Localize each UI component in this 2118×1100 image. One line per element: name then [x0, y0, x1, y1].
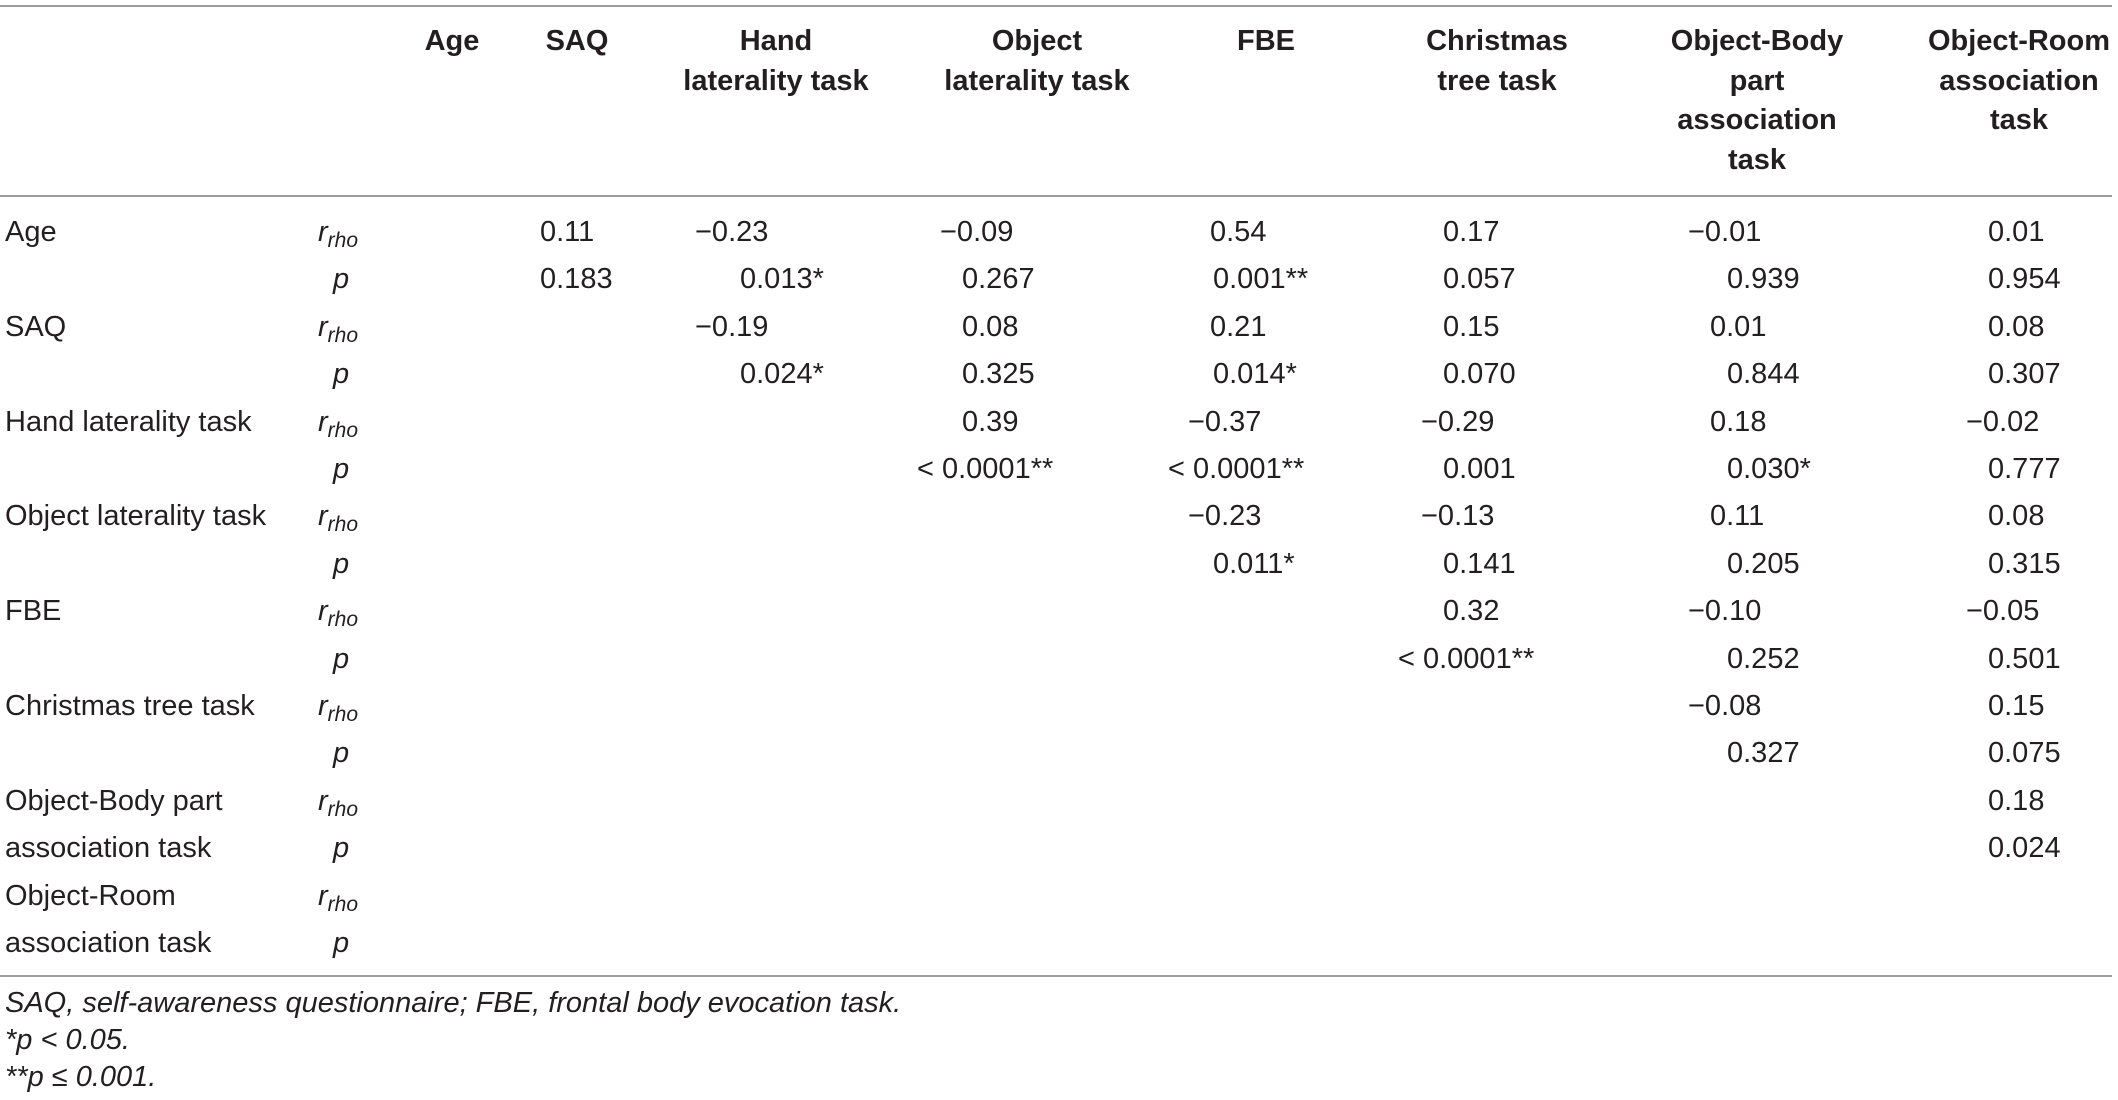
stat-label-rrho	[318, 876, 358, 925]
bottom-rule	[0, 975, 2112, 977]
stat-subscript-rho: rho	[327, 513, 359, 537]
cell-rho: −0.13	[1421, 500, 1495, 533]
header-object-line1: Object	[991, 25, 1083, 57]
stat-label-p: p	[333, 927, 350, 959]
cell-rho: 0.15	[1443, 310, 1500, 343]
header-objroom-line3: task	[1989, 104, 2049, 136]
stat-label-p: p	[333, 547, 350, 580]
row-label: FBE	[5, 595, 62, 628]
stat-label-p: p	[333, 358, 350, 391]
cell-p-value: 0.014*	[1213, 358, 1297, 391]
stat-label-rrho	[318, 781, 358, 830]
stat-label-p: p	[333, 453, 350, 485]
cell-rho: −0.37	[1188, 405, 1262, 438]
cell-rho: 0.18	[1710, 405, 1767, 438]
stat-label-rrho	[318, 402, 358, 451]
stat-symbol-r: r	[318, 216, 328, 248]
header-object-room	[1928, 22, 2110, 141]
header-objbody-line2: part	[1729, 64, 1785, 97]
cell-p-value: 0.070	[1443, 358, 1516, 391]
stat-label-p: p	[333, 642, 350, 675]
cell-rho: 0.54	[1210, 216, 1267, 248]
cell-p-value: 0.315	[1988, 547, 2061, 580]
cell-p-value: 0.024	[1988, 832, 2061, 865]
cell-p-value: 0.777	[1988, 453, 2061, 485]
cell-rho: 0.01	[1988, 216, 2045, 248]
stat-subscript-rho: rho	[327, 418, 359, 442]
stat-symbol-r: r	[318, 310, 328, 343]
cell-p-value: 0.075	[1988, 737, 2061, 770]
stat-symbol-r: r	[318, 405, 328, 438]
cell-p-value: 0.252	[1727, 642, 1800, 675]
stat-subscript-rho: rho	[327, 703, 359, 726]
header-objroom-line2: association	[1939, 64, 2099, 97]
cell-p-value: 0.183	[540, 263, 613, 296]
stat-subscript-rho: rho	[327, 797, 359, 821]
cell-rho: −0.09	[940, 216, 1014, 248]
cell-p-value: 0.844	[1727, 358, 1800, 391]
footnote-significance-1: *p < 0.05.	[5, 1024, 130, 1056]
stat-symbol-r: r	[318, 690, 328, 722]
header-objroom-line1: Object-Room	[1927, 25, 2111, 57]
cell-rho: 0.15	[1988, 690, 2045, 722]
cell-p-value: 0.030*	[1727, 453, 1811, 485]
header-objbody-line3: association	[1677, 104, 1837, 136]
cell-rho: −0.23	[1188, 500, 1262, 533]
cell-rho: 0.18	[1988, 784, 2045, 817]
stat-label-rrho	[318, 591, 358, 640]
stat-label-rrho	[318, 212, 358, 261]
top-rule	[0, 5, 2112, 7]
header-objbody-line1: Object-Body	[1670, 25, 1844, 57]
row-label: Hand laterality task	[5, 405, 252, 438]
stat-label-p: p	[333, 737, 350, 770]
cell-rho: −0.23	[695, 216, 769, 248]
cell-p-value: 0.325	[962, 358, 1035, 391]
cell-rho: 0.08	[1988, 310, 2045, 343]
row-label: SAQ	[5, 310, 67, 343]
stat-subscript-rho: rho	[327, 892, 359, 916]
cell-p-value: 0.001	[1443, 453, 1516, 485]
header-hand-laterality	[683, 22, 868, 101]
stat-subscript-rho: rho	[327, 323, 359, 347]
header-saq: SAQ	[545, 25, 609, 57]
header-hand-line1: Hand	[739, 25, 813, 57]
header-rule	[0, 195, 2112, 197]
cell-rho: −0.02	[1966, 405, 2040, 438]
table-footnotes	[5, 985, 901, 1096]
row-label: Object laterality task	[5, 500, 267, 533]
header-christmas-line2: tree task	[1437, 64, 1557, 97]
cell-rho: 0.32	[1443, 595, 1500, 628]
stat-symbol-r: r	[318, 595, 328, 628]
header-object-body	[1671, 22, 1843, 180]
cell-rho: −0.19	[695, 310, 769, 343]
cell-p-value: < 0.0001**	[1168, 453, 1305, 485]
row-label: Age	[5, 216, 57, 248]
cell-rho: 0.08	[1988, 500, 2045, 533]
stat-symbol-r: r	[318, 784, 328, 817]
header-fbe: FBE	[1237, 25, 1295, 57]
cell-rho: 0.11	[540, 216, 595, 248]
cell-p-value: 0.024*	[740, 358, 824, 391]
cell-p-value: 0.939	[1727, 263, 1800, 296]
stat-symbol-r: r	[318, 879, 328, 912]
cell-rho: 0.21	[1210, 310, 1267, 343]
cell-p-value: 0.327	[1727, 737, 1800, 770]
cell-p-value: 0.011*	[1213, 547, 1295, 580]
cell-rho: 0.11	[1710, 500, 1765, 533]
cell-p-value: < 0.0001**	[917, 453, 1054, 485]
stat-subscript-rho: rho	[327, 608, 359, 632]
cell-p-value: 0.205	[1727, 547, 1800, 580]
stat-symbol-r: r	[318, 500, 328, 533]
footnote-significance-2: **p ≤ 0.001.	[5, 1061, 157, 1093]
cell-p-value: 0.307	[1988, 358, 2061, 391]
cell-rho: −0.01	[1688, 216, 1762, 248]
stat-label-rrho	[318, 496, 358, 545]
cell-rho: 0.01	[1710, 310, 1767, 343]
cell-p-value: 0.501	[1988, 642, 2061, 675]
row-label-continued: association task	[5, 832, 212, 865]
header-object-laterality	[944, 22, 1129, 101]
stat-label-rrho	[318, 307, 358, 356]
row-label: Christmas tree task	[5, 690, 255, 722]
stat-subscript-rho: rho	[327, 229, 359, 252]
footnote-abbreviations: SAQ, self-awareness questionnaire; FBE, frontal body evocation task.	[5, 987, 902, 1019]
cell-p-value: 0.267	[962, 263, 1035, 296]
cell-p-value: 0.013*	[740, 263, 824, 296]
cell-rho: −0.29	[1421, 405, 1495, 438]
stat-label-p: p	[333, 832, 350, 865]
header-christmas-line1: Christmas	[1426, 25, 1568, 57]
cell-rho: 0.17	[1443, 216, 1500, 248]
cell-rho: −0.10	[1688, 595, 1762, 628]
cell-rho: 0.08	[962, 310, 1019, 343]
stat-label-p: p	[333, 263, 350, 296]
stat-label-rrho	[318, 686, 358, 735]
header-age: Age	[424, 25, 480, 57]
row-label: Object-Body part	[5, 784, 223, 817]
cell-p-value: 0.001**	[1213, 263, 1309, 296]
cell-p-value: 0.954	[1988, 263, 2061, 296]
header-hand-line2: laterality task	[683, 64, 869, 97]
cell-rho: 0.39	[962, 405, 1019, 438]
header-christmas-tree	[1426, 22, 1568, 101]
header-objbody-line4: task	[1727, 143, 1787, 176]
row-label-continued: association task	[5, 927, 212, 959]
cell-rho: −0.08	[1688, 690, 1762, 722]
cell-rho: −0.05	[1966, 595, 2040, 628]
cell-p-value: < 0.0001**	[1398, 642, 1535, 675]
cell-p-value: 0.141	[1443, 547, 1516, 580]
cell-p-value: 0.057	[1443, 263, 1516, 296]
row-label: Object-Room	[5, 879, 176, 912]
header-object-line2: laterality task	[944, 64, 1130, 97]
